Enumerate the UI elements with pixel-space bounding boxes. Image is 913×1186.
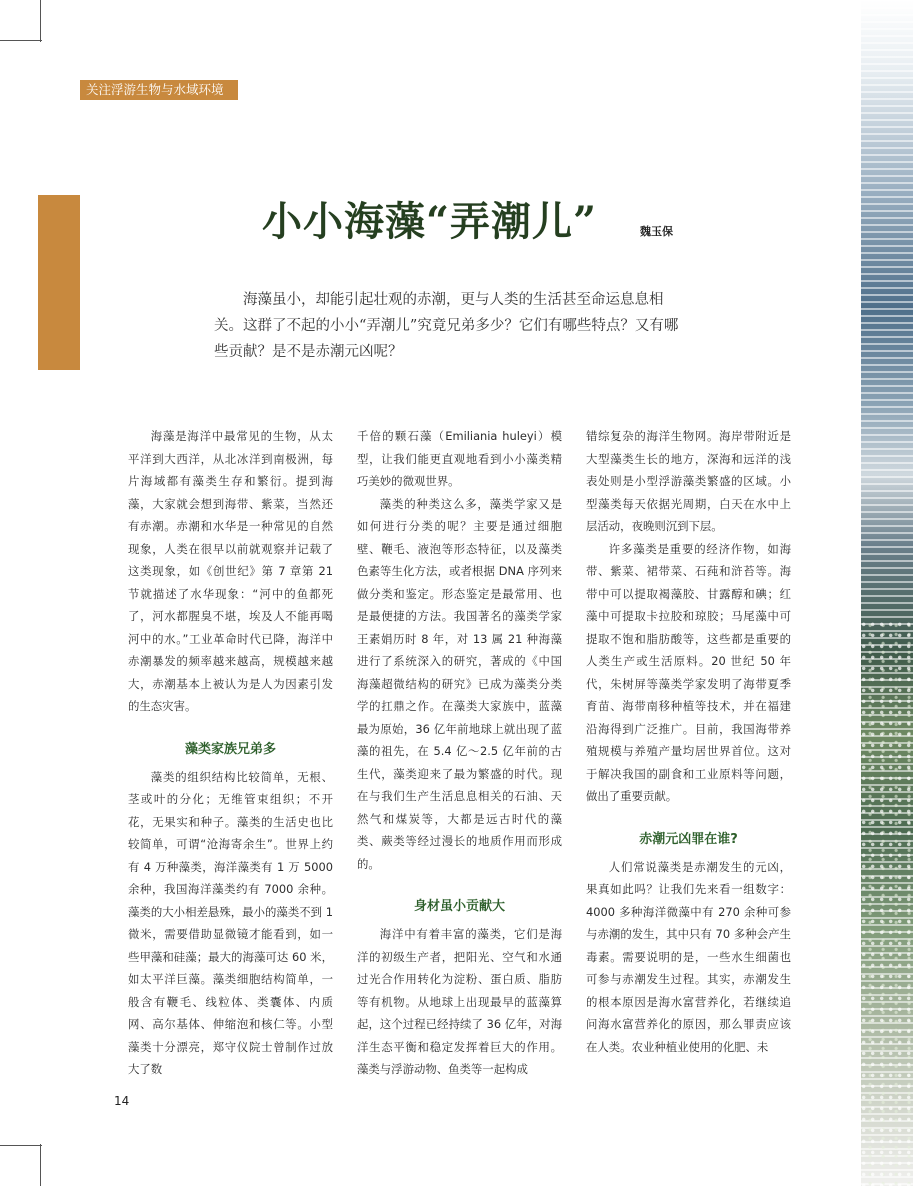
intro-paragraph: 海藻虽小，却能引起壮观的赤潮，更与人类的生活甚至命运息息相关。这群了不起的小小“弄潮儿”究竟兄弟多少？它们有哪些特点？又有哪些贡献？是不是赤潮元凶呢？ [214, 292, 679, 360]
crop-mark [0, 40, 42, 41]
column-1 [128, 425, 333, 1081]
paragraph: 海洋中有着丰富的藻类，它们是海洋的初级生产者，把阳光、空气和水通过光合作用转化为淀粉、蛋白质、脂肪等有机物。从地球上出现最早的蓝藻算起，这个过程已经持续了 36 亿年，对海洋生态平衡和稳定发挥着巨大的作用。藻类与浮游动物、鱼类等一起构成 [357, 927, 562, 1076]
column-2 [357, 425, 562, 1081]
paragraph: 千倍的颗石藻（Emiliania huleyi）模型，让我们能更直观地看到小小藻类精巧美妙的微观世界。 [357, 429, 562, 488]
article-title: 小小海藻“弄潮儿” [262, 198, 598, 245]
paragraph: 许多藻类是重要的经济作物，如海带、紫菜、裙带菜、石莼和浒苔等。海带中可以提取褐藻胶、甘露醇和碘；红藻中可提取卡拉胶和琼胶；马尾藻中可提取不饱和脂肪酸等，这些都是重要的人类生产或生活原料。20 世纪 50 年代，朱树屏等藻类学家发明了海带夏季育苗、海带南移种植等技术，并在福建沿海得到广泛推广。目前，我国海带养殖规模与养殖产量均居世界首位。这对于解决我国的副食和工业原料等问题，做出了重要贡献。 [586, 541, 791, 803]
section-heading: 藻类家族兄弟多 [184, 741, 276, 757]
paragraph: 藻类的种类这么多，藻类学家又是如何进行分类的呢？主要是通过细胞壁、鞭毛、液泡等形态特征，以及藻类色素等生化方法，或者根据 DNA 序列来做分类和鉴定。形态鉴定是最常用、也是最便捷的方法。我国著名的藻类学家王素娟历时 8 年，对 13 属 21 种海藻进行了系统深入的研究，著成的《中国海藻超微结构的研究》已成为藻类分类学的扛鼎之作。在藻类大家族中，蓝藻最为原始，36 亿年前地球上就出现了蓝藻的祖先，在 5.4 亿～2.5 亿年前的古生代，藻类迎来了最为繁盛的时代。现在与我们生产生活息息相关的石油、天然气和煤炭等，大都是远古时代的藻类、蕨类等经过漫长的地质作用而形成的。 [357, 496, 562, 871]
crop-mark [40, 0, 41, 42]
article-author: 魏玉保 [640, 225, 673, 238]
paragraph: 错综复杂的海洋生物网。海岸带附近是大型藻类生长的地方，深海和远洋的浅表处则是小型浮游藻类繁盛的区域。小型藻类每天依据光周期，白天在水中上层活动，夜晚则沉到下层。 [586, 429, 791, 533]
page-number: 14 [114, 1094, 130, 1108]
ocean-photo-texture [861, 620, 913, 1186]
accent-bar [38, 195, 80, 370]
paragraph: 海藻是海洋中最常见的生物，从太平洋到大西洋，从北冰洋到南极洲，每片海域都有藻类生存和繁衍。提到海藻，大家就会想到海带、紫菜，当然还有赤潮。赤潮和水华是一种常见的自然现象，人类在很早以前就观察并记载了这类现象，如《创世纪》第 7 章第 21 节就描述了水华现象：“河中的鱼都死了，河水都腥臭不堪，埃及人不能再喝河中的水。”工业革命时代已降，海洋中赤潮暴发的频率越来越高，规模越来越大，赤潮基本上被认为是人为因素引发的生态灾害。 [128, 429, 333, 713]
section-tag: 关注浮游生物与水域环境 [80, 80, 238, 100]
paragraph: 藻类的组织结构比较简单，无根、茎或叶的分化；无维管束组织；不开花，无果实和种子。藻类的生活史也比较简单，可谓“沧海寄余生”。世界上约有 4 万种藻类，海洋藻类有 1 万 5000 余种，我国海洋藻类约有 7000 余种。藻类的大小相差悬殊，最小的藻类不到 1 微米，需要借助显微镜才能看到，如一些甲藻和硅藻；最大的海藻可达 60 米，如太平洋巨藻。藻类细胞结构简单，一般含有鞭毛、线粒体、类囊体、内质网、高尔基体、伸缩泡和核仁等。小型藻类十分漂亮，郑守仪院士曾制作过放大了数 [128, 769, 333, 1076]
column-3 [586, 425, 791, 1058]
section-heading: 身材虽小贡献大 [413, 899, 505, 914]
section-heading: 赤潮元凶罪在谁? [639, 831, 738, 847]
article-intro [214, 287, 679, 365]
crop-mark [40, 1144, 41, 1186]
crop-mark [0, 1145, 42, 1146]
paragraph: 人们常说藻类是赤潮发生的元凶，果真如此吗？让我们先来看一组数字：4000 多种海洋微藻中有 270 余种可参与赤潮的发生，其中只有 70 多种会产生毒素。需要说明的是，一些水生细菌也可参与赤潮发生过程。其实，赤潮发生的根本原因是海水富营养化，若继续追问海水富营养化的原因，那么罪责应该在人类。农业种植业使用的化肥、未 [586, 859, 791, 1054]
